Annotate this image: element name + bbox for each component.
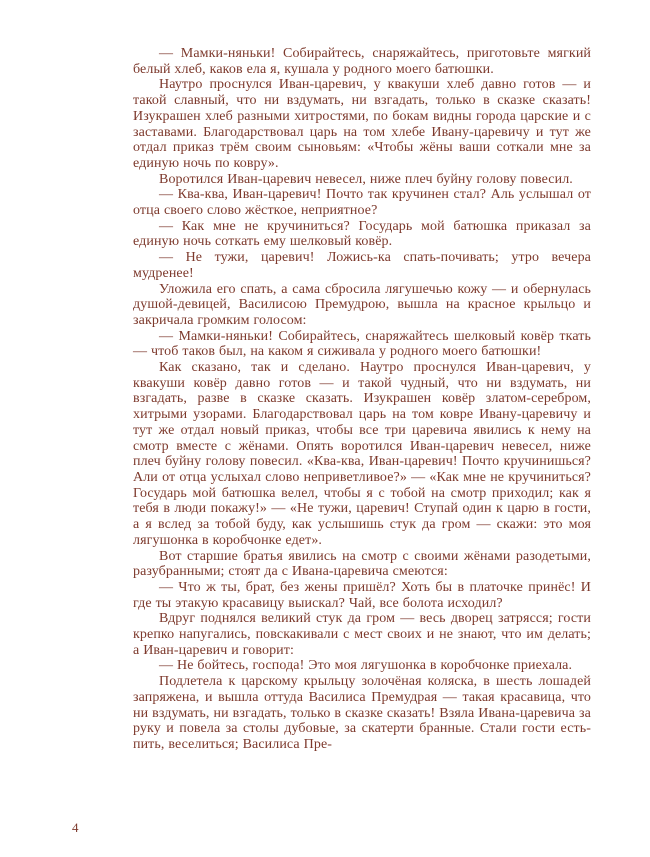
paragraph: Уложила его спать, а сама сбросила лягушечью кожу — и обернулась душой-девицей, Василисою Премудрою, вышла на красное крыльцо и закричала громким голосом: [133,281,591,328]
text-block [133,46,591,753]
page-number: 4 [72,820,79,835]
paragraph: — Мамки-няньки! Собирайтесь, снаряжайтесь шелковый ковёр ткать — чтоб таков был, на каком я сиживала у родного моего батюшки! [133,328,591,360]
paragraph: Вот старшие братья явились на смотр с своими жёнами разодетыми, разубранными; стоят да с Ивана-царевича смеются: [133,548,591,580]
paragraph: — Не бойтесь, господа! Это моя лягушонка в коробчонке приехала. [159,658,573,674]
paragraph: — Что ж ты, брат, без жены пришёл? Хоть бы в платочке принёс! И где ты этакую красавицу выискал? Чай, все болота исходил? [133,579,591,611]
paragraph: Вдруг поднялся великий стук да гром — весь дворец затрясся; гости крепко напугались, повскакивали с мест своих и не знают, что им делать; а Иван-царевич и говорит: [133,611,591,658]
paragraph: — Как мне не кручиниться? Государь мой батюшка приказал за единую ночь соткать ему шелковый ковёр. [133,218,591,250]
paragraph: — Не тужи, царевич! Ложись-ка спать-почивать; утро вечера мудренее! [133,250,591,281]
paragraph: — Ква-ква, Иван-царевич! Почто так кручинен стал? Аль услышал от отца своего слово жёсткое, неприятное? [133,187,591,219]
paragraph: Как сказано, так и сделано. Наутро проснулся Иван-царевич, у квакуши ковёр давно готов — и такой чудный, что ни вздумать, ни взгадать, разве в сказке сказать. Изукрашен ковёр златом-серебром, хитрыми узорами. Благодарствовал царь на том ковре Ивану-царевичу и тут же отдал новый приказ, чтобы все три царевича явились к нему на смотр вместе с жёнами. Опять воротился Иван-царевич невесел, ниже плеч буйну голову повесил. «Ква-ква, Иван-царевич! Почто кручинишься? Али от отца услыхал слово неприветливое?» — «Как мне не кручиниться? Государь мой батюшка велел, чтобы я с тобой на смотр приходил; как я тебя в люди покажу!» — «Не тужи, царевич! Ступай один к царю в гости, а я вслед за тобой буду, как услышишь стук да гром — скажи: это моя лягушонка в коробчонке едет». [133,360,591,548]
paragraph: Воротился Иван-царевич невесел, ниже плеч буйну голову повесил. [159,171,573,187]
paragraph: Подлетела к царскому крыльцу золочёная коляска, в шесть лошадей запряжена, и вышла оттуда Василиса Премудрая — такая красавица, что ни вздумать, ни взгадать, только в сказке сказать! Взяла Ивана-царевича за руку и повела за столы дубовые, за скатерти бранные. Стали гости есть-пить, веселиться; Василиса Пре- [133,674,591,752]
paragraph: — Мамки-няньки! Собирайтесь, снаряжайтесь, приготовьте мягкий белый хлеб, каков ела я, кушала у родного моего батюшки. [133,46,591,77]
paragraph: Наутро проснулся Иван-царевич, у квакуши хлеб давно готов — и такой славный, что ни вздумать, ни взгадать, только в сказке сказать! Изукрашен хлеб разными хитростями, по бокам видны города царские и с заставами. Благодарствовал царь на том хлебе Ивану-царевичу и тут же отдал приказ трём своим сыновьям: «Чтобы жёны ваши соткали мне за единую ночь по ковру». [133,77,591,171]
